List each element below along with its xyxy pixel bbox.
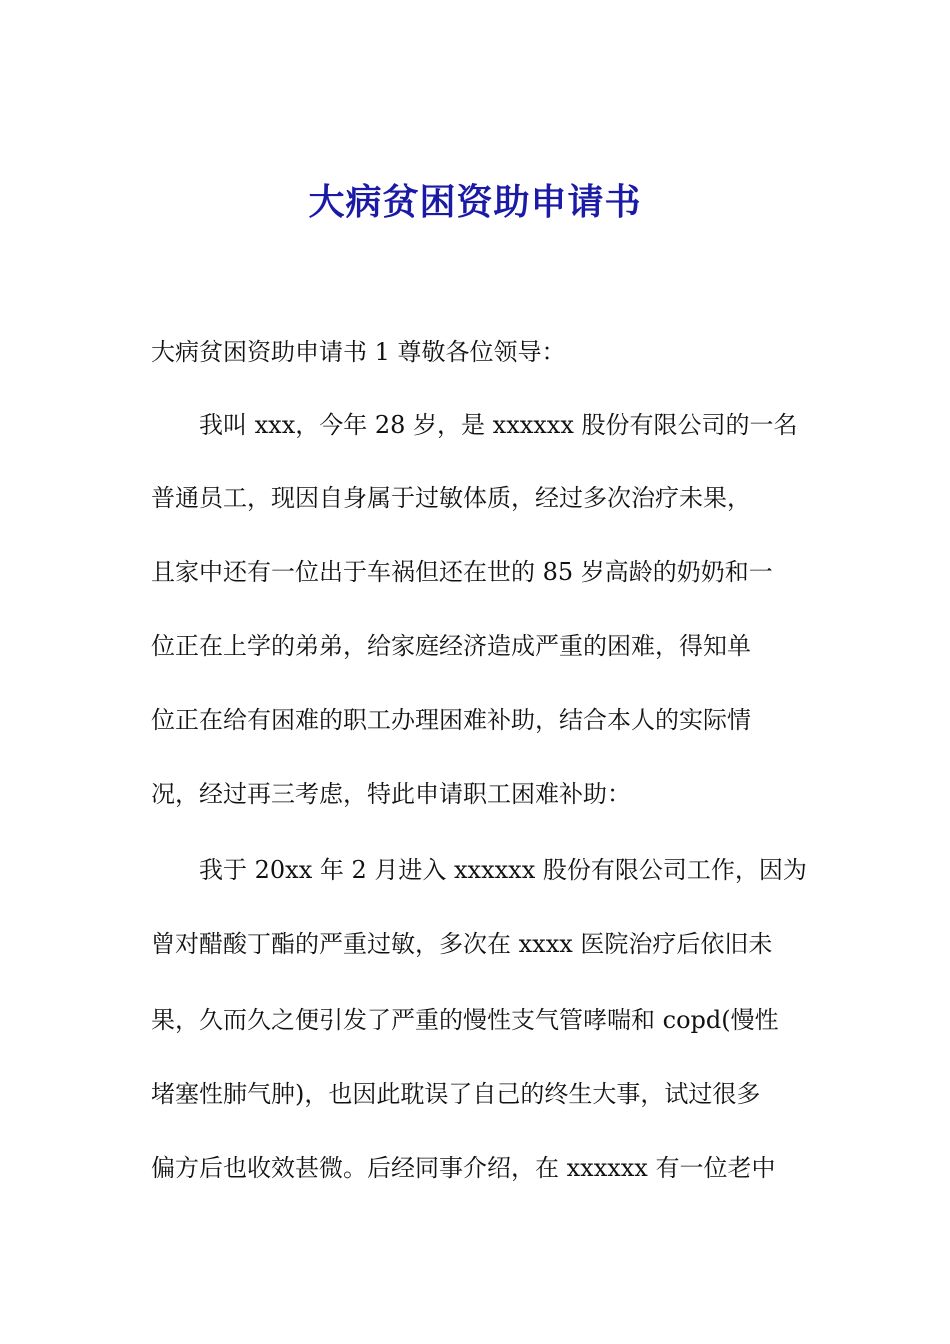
body-text-line: 堵塞性肺气肿)，也因此耽误了自己的终生大事，试过很多 [151,1080,761,1108]
body-text-line: 位正在给有困难的职工办理困难补助，结合本人的实际情 [151,706,751,734]
body-text-line: 偏方后也收效甚微。后经同事介绍，在 xxxxxx 有一位老中 [151,1154,776,1182]
body-text-line: 我于 20xx 年 2 月进入 xxxxxx 股份有限公司工作，因为 [151,856,807,884]
body-text-line: 曾对醋酸丁酯的严重过敏，多次在 xxxx 医院治疗后依旧未 [151,930,773,958]
body-text-line: 果，久而久之便引发了严重的慢性支气管哮喘和 copd(慢性 [151,1006,779,1034]
salutation-line: 大病贫困资助申请书 1 尊敬各位领导： [151,338,566,366]
body-text-line: 况，经过再三考虑，特此申请职工困难补助： [151,780,631,808]
body-text-line: 我叫 xxx，今年 28 岁，是 xxxxxx 股份有限公司的一名 [151,411,798,439]
body-text-line: 位正在上学的弟弟，给家庭经济造成严重的困难，得知单 [151,632,751,660]
body-text-line: 且家中还有一位出于车祸但还在世的 85 岁高龄的奶奶和一 [151,558,773,586]
document-title: 大病贫困资助申请书 [308,182,642,223]
body-text-line: 普通员工，现因自身属于过敏体质，经过多次治疗未果， [151,484,751,512]
